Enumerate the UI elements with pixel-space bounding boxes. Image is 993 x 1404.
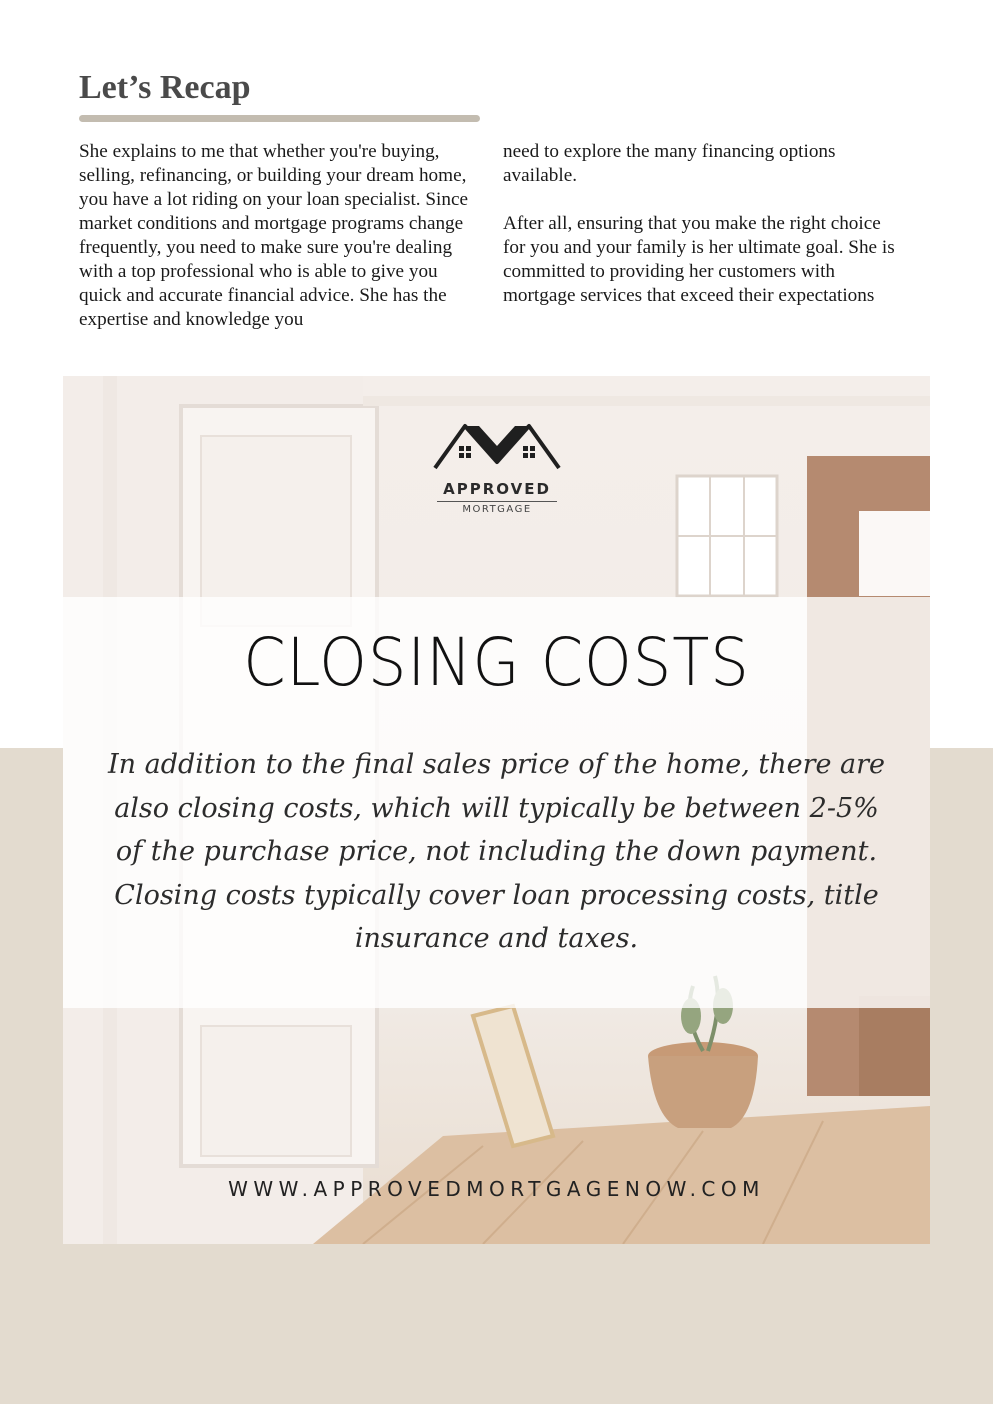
text-overlay-panel xyxy=(63,597,930,1008)
left-paragraph: She explains to me that whether you're buying, selling, refinancing, or building your dream home, you have a lot riding on your loan specialist. Since market conditions and mortgage programs change frequently, you need to make sure you're dealing with a top professional who is able to give you quick and accurate financial advice. She has the expertise and knowledge you xyxy=(79,141,468,330)
right-paragraph-2: After all, ensuring that you make the right choice for you and your family is her ultimate goal. She is committed to providing her customers with mortgage services that exceed their expectations xyxy=(503,213,895,306)
text-column-left xyxy=(79,140,484,332)
approved-mortgage-logo xyxy=(419,416,575,516)
section-heading: Let’s Recap xyxy=(79,69,251,106)
logo-subtitle: MORTGAGE xyxy=(462,504,532,515)
text-column-right xyxy=(503,140,903,308)
closing-costs-banner xyxy=(63,376,930,1244)
banner-title: CLOSING COSTS xyxy=(243,624,750,701)
logo-wordmark: APPROVED xyxy=(443,480,551,498)
logo-divider xyxy=(437,501,557,502)
heading-underline xyxy=(79,115,480,122)
banner-body-text: In addition to the final sales price of the home, there are also closing costs, which will typically be between 2-5% of the purchase price, not including the down payment. Closing costs typically cover loan processing costs, title insurance and taxes. xyxy=(107,749,886,954)
website-url: WWW.APPROVEDMORTGAGENOW.COM xyxy=(228,1177,765,1201)
house-roof-m-logo-icon xyxy=(419,416,575,480)
right-paragraph-1: need to explore the many financing options available. xyxy=(503,141,836,186)
